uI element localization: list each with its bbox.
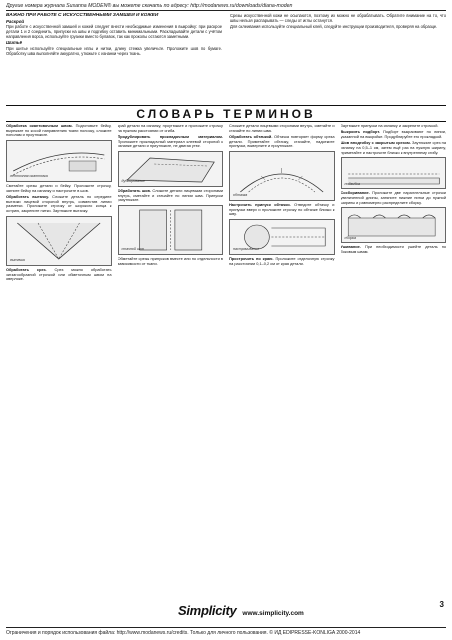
figure-caption: настрачивание bbox=[233, 247, 260, 252]
brand-website[interactable]: www.simplicity.com bbox=[242, 610, 304, 617]
glossary-text: Срез можно обработать зигзагообразной строчкой или обметочным швом на оверлоке. bbox=[6, 266, 112, 282]
glossary-entry bbox=[229, 203, 335, 217]
footer-note: Ограничения и порядок использования файла: http://www.modanews.ru/credits. Только для личного пользования. © ИД EDIPRESSE-KONLIGA 2000-2014 bbox=[6, 627, 446, 636]
illustration-binding bbox=[6, 140, 112, 182]
page-number: 3 bbox=[439, 600, 444, 609]
glossary-text: Обметайте срезы припусков вместе или по отдельности в зависимости от ткани. bbox=[117, 256, 223, 266]
glossary-entry bbox=[229, 135, 335, 149]
glossary-column-4 bbox=[341, 124, 447, 604]
figure-caption: сборка bbox=[344, 235, 357, 240]
glossary-columns bbox=[6, 124, 446, 604]
intro-paragraph: При шитье используйте специальные иглы и нитки, длину стежка увеличьте. Проложите шов по бумаге. Обработку шва выполняйте аккуратно, утюжьте с изнанки через ткань. bbox=[6, 45, 222, 56]
glossary-entry bbox=[118, 189, 224, 203]
intro-heading: ВАЖНО ПРИ РАБОТЕ С ИСКУССТВЕННЫМИ ЗАМШЕЙ И КОЖЕЙ bbox=[6, 13, 159, 18]
glossary-text: край детали на изнанку, проутюжьте и проложите строчку на нужном расстоянии от сгиба. bbox=[117, 124, 223, 133]
intro-sub-cutting: Раскрой bbox=[6, 19, 25, 25]
glossary-column-1 bbox=[6, 124, 112, 604]
intro-column-right bbox=[230, 13, 446, 103]
illustration-dart bbox=[6, 216, 112, 266]
glossary-term: Прострочить по краю. bbox=[229, 256, 274, 262]
glossary-term: Обработка окантовочным швом. bbox=[6, 124, 73, 128]
figure-caption: ленточная окантовка bbox=[10, 174, 48, 179]
glossary-entry bbox=[6, 268, 112, 282]
glossary-entry bbox=[6, 124, 112, 138]
figure-caption: подгибка bbox=[344, 181, 360, 186]
intro-section bbox=[6, 13, 446, 103]
illustration-interfacing bbox=[118, 151, 224, 187]
glossary-term: Обработать вытачку. bbox=[6, 194, 49, 200]
glossary-entry bbox=[341, 130, 447, 139]
gathering-diagram bbox=[342, 208, 446, 242]
glossary-text: Заутюжьте припуски на изнанку и закрепите строчкой. bbox=[340, 124, 439, 128]
figure-caption: дублирование bbox=[121, 179, 146, 184]
top-bar: Другие номера журнала Susanna MODEN® вы можете скачать по адресу: http://modanews.ru/downloads/diana-moden bbox=[6, 3, 446, 11]
glossary-entry bbox=[118, 135, 224, 149]
glossary-text: Сложите детали лицевыми сторонами внутрь, сметайте и стачайте по линии шва. bbox=[229, 124, 335, 133]
glossary-text: Подготовьте бейку, вырежьте по косой направлению ткани полоску, сложите пополам и проутюжьте. bbox=[6, 124, 112, 138]
glossary-text: Приложите прокладочный материал клеевой стороной к изнанке детали и приутюжьте, не двигая утюг. bbox=[117, 138, 223, 149]
glossary-text: Подборт выкраивают по линии, указанной на выкройке. Продублируйте его прокладкой. bbox=[340, 129, 446, 139]
simplicity-logo bbox=[178, 603, 304, 618]
glossary-term: Настрочить припуск обтачки. bbox=[229, 202, 291, 208]
brand-name: Simplicity bbox=[178, 603, 237, 618]
glossary-entry bbox=[6, 195, 112, 214]
intro-column-left bbox=[6, 13, 222, 103]
glossary-text: Заутюжьте срез на изнанку на 0,5–1 см, затем ещё раз на нужную ширину, приметайте и настрочите близко к внутреннему сгибу. bbox=[340, 140, 446, 155]
glossary-term: Обработать обтачкой. bbox=[229, 133, 273, 139]
glossary-column-2 bbox=[118, 124, 224, 604]
illustration-gathering bbox=[341, 207, 447, 243]
glossary-term: Обработать срез. bbox=[6, 266, 47, 272]
intro-sub-sewing: Шитьё bbox=[6, 40, 22, 46]
section-title: СЛОВАРЬ ТЕРМИНОВ bbox=[136, 106, 316, 121]
intro-paragraph: Срезы искусственной кожи не осыпаются, поэтому их можно не обрабатывать. Обратите внимание на то, что швы нельзя распарывать — следы от иглы останутся. bbox=[230, 13, 446, 24]
illustration-hem bbox=[341, 157, 447, 189]
glossary-text: При необходимости ушейте деталь по боковым швам. bbox=[340, 244, 446, 255]
figure-caption: обтачка bbox=[233, 193, 248, 198]
intro-paragraph: Для склеивания используйте специальный клей, следуйте инструкции производителя, проверяя на образце. bbox=[230, 24, 438, 30]
glossary-term: Выкроить подборт. bbox=[340, 129, 381, 135]
glossary-column-3 bbox=[229, 124, 335, 604]
glossary-term: Продублировать прокладочным материалом. bbox=[117, 133, 223, 139]
glossary-text: Обтачка повторяет форму среза детали. Приметайте обтачку, стачайте, надсеките припуски, выверните и проутюжьте. bbox=[229, 133, 335, 149]
illustration-seam bbox=[118, 205, 224, 255]
glossary-entry bbox=[341, 245, 447, 254]
glossary-text: Отведите обтачку и припуски вверх и проложите строчку по обтачке близко к шву. bbox=[229, 202, 335, 217]
glossary-text: Сложите детали лицевыми сторонами внутрь, сметайте и стачайте по линии шва. Припуски разутюжьте. bbox=[117, 188, 223, 203]
illustration-understitch bbox=[229, 219, 335, 255]
figure-caption: вытачка bbox=[10, 258, 25, 263]
glossary-entry bbox=[341, 141, 447, 155]
illustration-facing bbox=[229, 151, 335, 201]
section-title-band bbox=[6, 105, 446, 122]
figure-caption: стачной шов bbox=[121, 247, 144, 252]
glossary-entry bbox=[229, 257, 335, 266]
glossary-text: Проложите две параллельные строчки увеличенной длины, затяните нижние нитки до нужной ширины и равномерно распределите сборку. bbox=[340, 190, 446, 205]
glossary-text: Сметайте срезы детали и бейку. Проложите строчку, загните бейку на изнанку и настрочите в шов. bbox=[6, 183, 112, 193]
glossary-term: Сосборивание. bbox=[340, 190, 370, 196]
glossary-text: Сложите деталь по середине вытачки лицевой стороной внутрь, совместив линии разметки. Проложите строчку от широкого конца к острию, закрепите нитки. Заутюжьте вытачку. bbox=[6, 194, 112, 214]
intro-paragraph: При работе с искусственной замшей и кожей следует внести необходимые изменения в выкройку: при раскрое детали 1 и 2 соединить, припуски на швы и подгибку оставить минимальными. Раскладывайте детали с учётом направления ворса, используйте грузики вместо булавок, так как проколы остаются заметными. bbox=[6, 24, 222, 40]
glossary-term: Обработать шов. bbox=[117, 188, 152, 194]
glossary-term: Шов вподгибку с закрытым срезом. bbox=[340, 140, 411, 146]
glossary-entry bbox=[341, 191, 447, 205]
glossary-text: Проложите отделочную строчку на расстоянии 0,1–0,2 см от края детали. bbox=[229, 256, 335, 266]
glossary-term: Ушивание. bbox=[340, 244, 361, 250]
